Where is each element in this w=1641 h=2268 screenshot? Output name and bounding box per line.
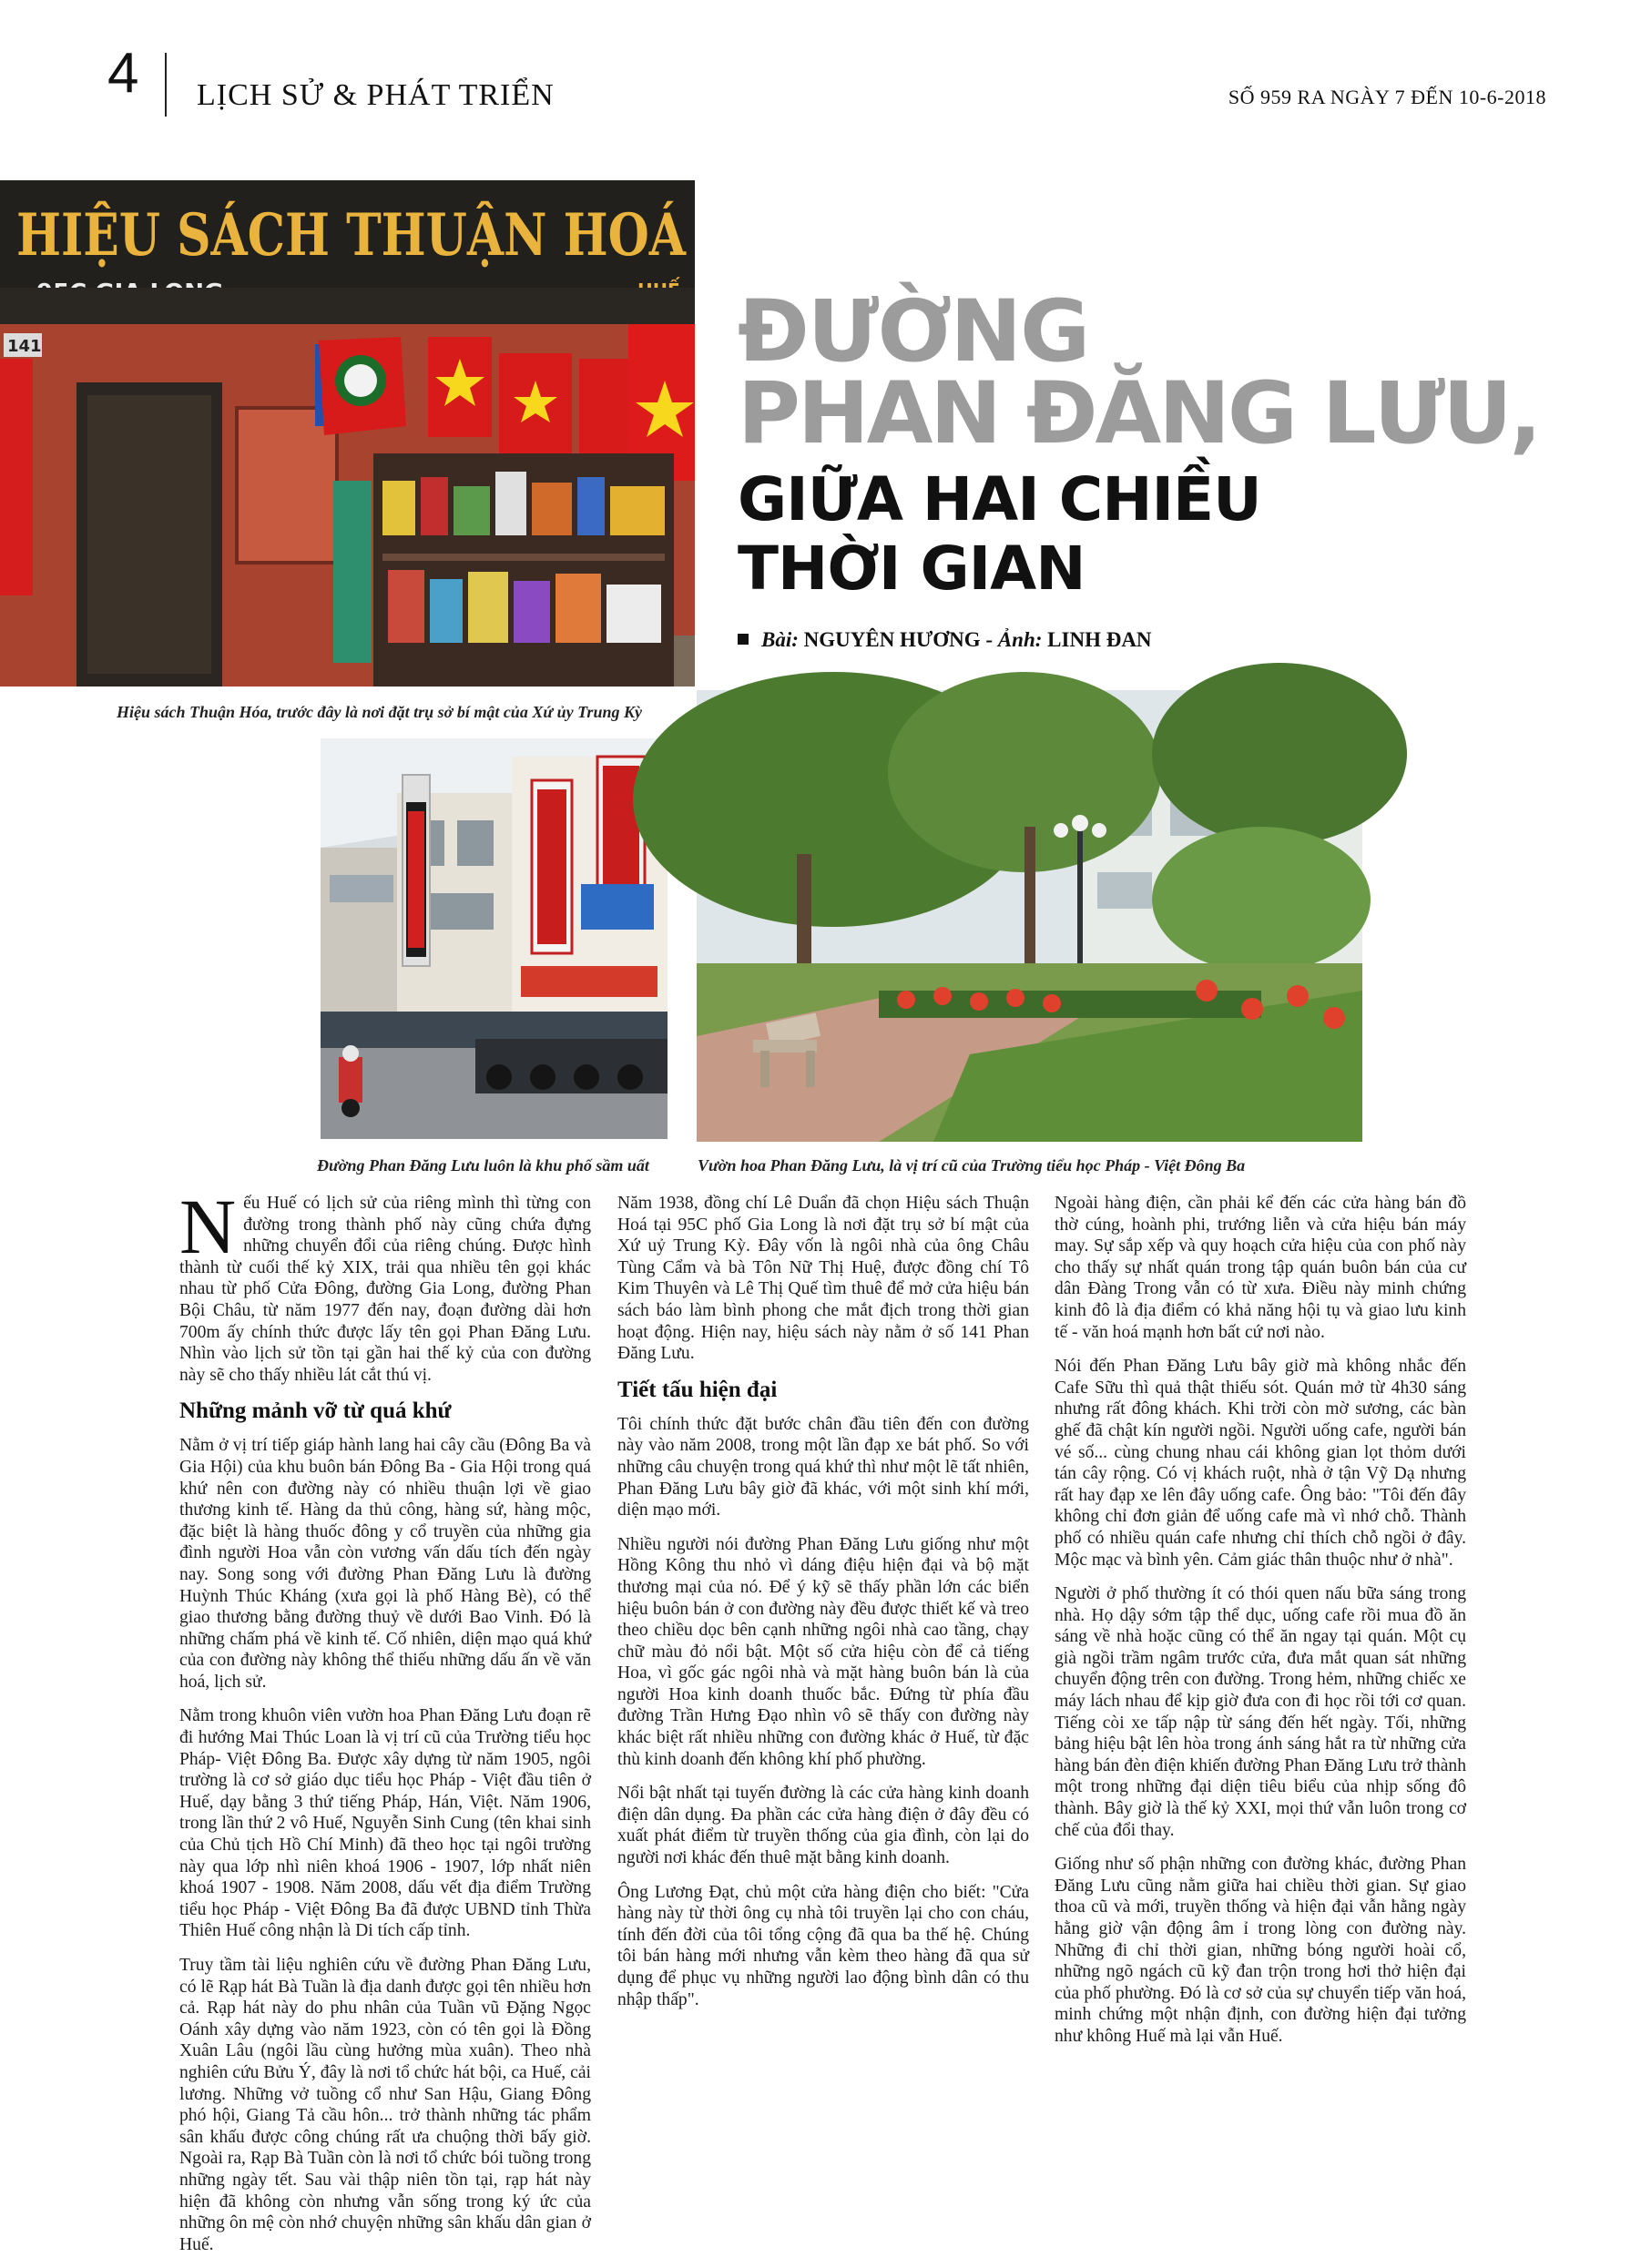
headline-line-3: GIỮA HAI CHIỀU (738, 464, 1261, 534)
bookshop-photo-caption: Hiệu sách Thuận Hóa, trước đây là nơi đặt trụ sở bí mật của Xứ ủy Trung Kỳ (117, 703, 642, 721)
article-paragraph: Nhiều người nói đường Phan Đăng Lưu giống như một Hồng Kông thu nhỏ vì dáng điệu hiện đại và bộ mặt thương mại của nó. Để ý kỹ sẽ thấy phần lớn các biển hiệu buôn bán ở con đường này đều được thiết kế và treo theo chiều dọc bên cạnh những ngôi nhà cao tầng, chạy chữ màu đỏ nổi bật. Một số cửa hiệu còn để cả tiếng Hoa, vì gốc gác ngôi nhà và mặt hàng buôn bán là của người Hoa kinh doanh thuốc bắc. Đứng từ phía đầu đường Trần Hưng Đạo nhìn vô sẽ thấy con đường này khác biệt rất nhiều những con đường khác ở Huế, từ đặc thù kinh doanh đến không khí phố phường. (617, 1534, 1029, 1769)
article-column-2 (617, 1193, 1029, 2023)
street-photo-caption: Đường Phan Đăng Lưu luôn là khu phố sầm uất (317, 1156, 649, 1175)
article-paragraph: Nói đến Phan Đăng Lưu bây giờ mà không nhắc đến Cafe Sữu thì quả thật thiếu sót. Quán mở từ 4h30 sáng nhưng rất đông khách. Khi trời còn mờ sương, các bàn ghế đã chật kín người ngồi. Người uống cafe, người bán vé số... cùng chung nhau cái không gian lọt thỏm dưới tán cây rộng. Có vị khách ruột, nhà ở tận Vỹ Dạ nhưng rất hay đạp xe lên đây uống cafe. Ông bảo: "Tôi đến đây không chỉ đơn giản để uống cafe mà vì nhớ chỗ. Thành phố có nhiều quán cafe nhưng chỉ thích chỗ ngồi ở đây. Mộc mạc và bình yên. Cảm giác thân thuộc như ở nhà". (1055, 1357, 1466, 1570)
headline-line-4: THỜI GIAN (738, 534, 1086, 604)
byline-author: NGUYÊN HƯƠNG (803, 628, 981, 651)
article-paragraph: Ông Lương Đạt, chủ một cửa hàng điện cho biết: "Cửa hàng này từ thời ông cụ nhà tôi truyền lại cho con cháu, tính đến đời của tôi tổng cộng đã qua ba thế hệ. Chúng tôi bán hàng mới nhưng vẫn kèm theo hàng đã qua sử dụng để phục vụ những người lao động bình dân có thu nhập thấp". (617, 1882, 1029, 2009)
headline-line-2: PHAN ĐĂNG LƯU, (738, 364, 1540, 463)
byline-text-label: Bài: (761, 628, 799, 651)
article-column-3 (1055, 1193, 1466, 2060)
article-paragraph: Năm 1938, đồng chí Lê Duẩn đã chọn Hiệu sách Thuận Hoá tại 95C phố Gia Long là nơi đặt trụ sở bí mật của Xứ uỷ Trung Kỳ. Đây vốn là ngôi nhà của ông Châu Tùng Cẩm và bà Tôn Nữ Thị Huệ, được đồng chí Tô Kim Thuyên và Lê Thị Quế tìm thuê để mở cửa hiệu bán sách báo làm bình phong che mắt địch trong thời gian hoạt động. Hiện nay, hiệu sách này nằm ở số 141 Phan Đăng Lưu. (617, 1194, 1029, 1364)
section-heading-1: Những mảnh vỡ từ quá khứ (179, 1398, 452, 1424)
bookshop-sign-text: HIỆU SÁCH THUẬN HOÁ (16, 201, 688, 270)
article-column-1 (179, 1183, 591, 2268)
article-paragraph: Nằm trong khuôn viên vườn hoa Phan Đăng Lưu đoạn rẽ đi hướng Mai Thúc Loan là vị trí cũ của Trường tiểu học Pháp- Việt Đông Ba. Được xây dựng từ năm 1905, ngôi trường là cơ sở giáo dục tiểu học Pháp - Việt đầu tiên ở Huế, dạy bằng 3 thứ tiếng Pháp, Hán, Việt. Năm 1906, trong lần thứ 2 vô Huế, Nguyễn Sinh Cung (tên khai sinh của Chủ tịch Hồ Chí Minh) đã theo học tại ngôi trường này qua lớp nhì niên khoá 1906 - 1907, lớp nhất niên khoá 1907 - 1908. Năm 2008, dấu vết địa điểm Trường tiểu học Pháp - Việt Đông Ba đã được UBND tỉnh Thừa Thiên Huế công nhận là Di tích cấp tỉnh. (179, 1706, 591, 1941)
article-paragraph: Nằm ở vị trí tiếp giáp hành lang hai cây cầu (Đông Ba và Gia Hội) của khu buôn bán Đông Ba - Gia Hội trong quá khứ nên con đường này có nhiều thuận lợi về giao thương kinh tế. Hàng da thủ công, hàng sứ, hàng mộc, đặc biệt là hàng thuốc đông y cổ truyền của những gia đình người Hoa vẫn còn vương vấn dấu tích đến ngày nay. Song song với đường Phan Đăng Lưu là đường Huỳnh Thúc Kháng (xưa gọi là phố Hàng Bè), có thể giao thương bằng đường thuỷ về dưới Bao Vinh. Đó là những chấm phá về kinh tế. Cố nhiên, diện mạo quá khứ của con đường này không thể thiếu những dấu ấn về văn hoá, lịch sử. (179, 1436, 591, 1692)
article-paragraph: Giống như số phận những con đường khác, đường Phan Đăng Lưu cũng nằm giữa hai chiều thời gian. Sự giao thoa cũ và mới, truyền thống và hiện đại vẫn hằng ngày hằng giờ vận động âm ỉ trong lòng con đường này. Những đi chỉ thời gian, những bóng người hoài cổ, những ngõ ngách cũ kỹ đan trộn trong hơi thở hiện đại của phố phường. Đó là cơ sở của sự chuyển tiếp văn hoá, minh chứng một nhận định, con đường hiện đại tưởng như không Huế mà lại vẫn Huế. (1055, 1855, 1466, 2046)
park-photo-caption: Vườn hoa Phan Đăng Lưu, là vị trí cũ của Trường tiểu học Pháp - Việt Đông Ba (698, 1156, 1246, 1175)
header-divider (165, 53, 167, 117)
park-photo (697, 690, 1362, 1142)
article-paragraph: Nổi bật nhất tại tuyến đường là các cửa hàng kinh doanh điện dân dụng. Đa phần các cửa hàng điện ở đây đều có xuất phát điểm từ truyền thống của gia đình, còn lại do người nơi khác đến thuê mặt bằng kinh doanh. (617, 1784, 1029, 1868)
issue-info: SỐ 959 RA NGÀY 7 ĐẾN 10-6-2018 (1228, 86, 1546, 108)
byline-bullet-icon (738, 634, 749, 645)
byline (738, 628, 1152, 652)
headline-line-1: ĐƯỜNG (738, 282, 1089, 381)
article-paragraph: Tôi chính thức đặt bước chân đầu tiên đến con đường này vào năm 2008, trong một lần đạp xe bát phố. So với những câu chuyện trong quá khứ thì như một lẽ tất nhiên, Phan Đăng Lưu bây giờ đã khác, với một sinh khí mới, diện mạo mới. (617, 1414, 1029, 1520)
bookshop-photo (0, 180, 695, 687)
article-paragraph: Ngoài hàng điện, cần phải kể đến các cửa hàng bán đồ thờ cúng, hoành phi, trướng liễn và cửa hiệu bán máy may. Sự sắp xếp và quy hoạch cửa hiệu của con phố này cho thấy sự nhất quán trong tập quán buôn bán của cư dân Đàng Trong vẫn có từ xưa. Điều này minh chứng kinh đô là địa điểm có khả năng hội tụ và giao lưu kinh tế - văn hoá mạnh hơn bất cứ nơi nào. (1055, 1194, 1466, 1342)
section-heading-2: Tiết tấu hiện đại (617, 1377, 778, 1402)
article-paragraph: Truy tầm tài liệu nghiên cứu về đường Phan Đăng Lưu, có lẽ Rạp hát Bà Tuần là địa danh được gọi tên nhiều hơn cả. Rạp hát này do phu nhân của Tuần vũ Đặng Ngọc Oánh xây dựng vào năm 1923, còn có tên gọi là Đồng Xuân Lâu (ngôi lầu cùng hưởng mùa xuân). Theo nhà nghiên cứu Bửu Ý, đây là nơi tổ chức hát bội, ca Huế, cải lương. Những vở tuồng cổ như San Hậu, Giang Đông phó hội, Giang Tả cầu hôn... trở thành những tác phẩm sân khấu được công chúng rất ưa chuộng thời bấy giờ. Ngoài ra, Rạp Bà Tuần còn là nơi tổ chức bói tuồng trong những ngày tết. Sau vài thập niên tồn tại, rạp hát này hiện đã không còn nhưng vẫn sống trong ký ức của những ôn mệ còn nhớ chuyện những sân khấu dân gian ở Huế. (179, 1956, 591, 2254)
byline-photographer: LINH ĐAN (1047, 628, 1152, 651)
street-photo (321, 738, 668, 1139)
article-intro: Nếu Huế có lịch sử của riêng mình thì từng con đường trong thành phố này cũng chứa đựng những chuyển đổi của riêng chúng. Được hình thành từ cuối thế kỷ XIX, trải qua nhiều tên gọi khác nhau từ phố Cửa Đông, đường Gia Long, đường Phan Bội Châu, từ năm 1977 đến nay, đoạn đường dài hơn 700m ấy chính thức được lấy tên gọi Phan Đăng Lưu. Nhìn vào lịch sử tồn tại gần hai thế kỷ của con đường này sẽ cho thấy nhiều lát cắt thú vị. (179, 1183, 591, 1385)
byline-separator: - (980, 628, 998, 651)
drop-cap: N (179, 1183, 237, 1270)
page-number: 4 (107, 42, 139, 105)
house-number: 141 (7, 337, 42, 356)
byline-photo-label: Ảnh: (997, 628, 1043, 651)
article-paragraph: Người ở phố thường ít có thói quen nấu bữa sáng trong nhà. Họ dậy sớm tập thể dục, uống cafe rồi mua đồ ăn sáng về nhà hoặc cũng có thể ăn ngay tại quán. Một cụ già ngồi trầm ngâm trước cửa, đưa mắt quan sát những chuyển động trên con đường. Trong hẻm, những chiếc xe máy lách nhau để kịp giờ đưa con đi học rồi tới cơ quan. Tiếng còi xe tấp nập từ sáng đến hết ngày. Tối, những bảng hiệu bật lên hòa trong ánh sáng hắt ra từ những cửa hàng bán đèn điện khiến đường Phan Đăng Lưu trở thành một trong những đại diện tiêu biểu của nhịp sống đô thành. Bây giờ là thế kỷ XXI, mọi thứ vẫn luôn trong cơ chế của đổi thay. (1055, 1584, 1466, 1840)
section-title: LỊCH SỬ & PHÁT TRIỂN (197, 78, 555, 112)
